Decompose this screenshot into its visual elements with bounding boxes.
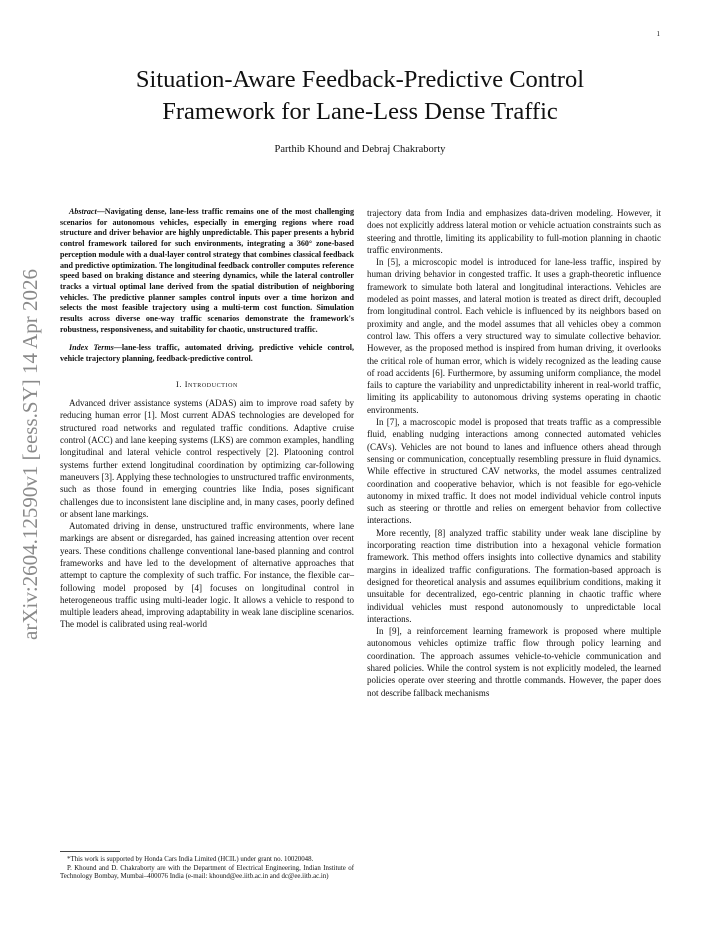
authors: Parthib Khound and Debraj Chakraborty [274, 144, 446, 155]
title-line-1: Situation-Aware Feedback-Predictive Control [135, 66, 585, 93]
right-column [367, 207, 661, 699]
abstract [60, 207, 354, 335]
footnotes [60, 856, 354, 882]
section-heading: I. Introduction [175, 379, 238, 389]
paragraph: trajectory data from India and emphasizes data-driven modeling. However, it does not explicitly address lateral motion or vehicle actuation constraints such as steering and throttle, limiting its applicability to full-motion planning in chaotic traffic environments. [367, 208, 661, 255]
paper-title [60, 64, 660, 128]
paragraph: In [9], a reinforcement learning framework is proposed where multiple autonomous vehicles optimize traffic flow through policy learning and coordination. The approach assumes vehicle-to-vehicle communication and shared policies. While the control system is not explicitly modeled, the learned policies operate over steering and throttle commands. However, the paper does not describe fallback mechanisms [367, 626, 661, 698]
abstract-text: —Navigating dense, lane-less traffic remains one of the most challenging scenarios for autonomous vehicles, especially in emerging regions where road structure and driver behavior are highly unpredictable. This paper presents a hybrid control framework tailored for such environments, integrating a 360° zone-based perception module with a dual-layer control strategy that combines classical feedback and predictive optimization. The longitudinal feedback controller computes reference speed based on braking distance and steering dynamics, while the lateral controller tracks a virtual optimal lane derived from the spatial distribution of neighboring vehicles. The predictive planner samples control inputs over a time horizon and selects the most feasible trajectory using a multi-term cost function. Simulation results across diverse one-way traffic scenarios demonstrate the framework's robustness, responsiveness, and suitability for chaotic, unstructured traffic. [60, 207, 354, 334]
index-terms-label: Index Terms [69, 343, 114, 353]
paragraph: In [7], a macroscopic model is proposed that treats traffic as a compressible fluid, enabling nudging interactions among connected automated vehicles (CAVs). Vehicles are not bound to lanes and influence others ahead through sensing or communication, conceptually resembling pressure in fluid dynamics. While effective in structured CAV networks, the model assumes centralized coordination and cooperative behavior, which is not feasible for ego-vehicle autonomy in mixed traffic. It does not model individual vehicle control inputs such as steering or throttle and relies on emergent behavior from collective interactions. [367, 417, 661, 526]
index-terms-text: —lane-less traffic, automated driving, predictive vehicle control, vehicle trajectory planning, feedback-predictive control. [60, 343, 354, 364]
left-column [60, 207, 354, 631]
paragraph: Advanced driver assistance systems (ADAS) aim to improve road safety by reducing human error [1]. Most current ADAS technologies are developed for structured road networks and regulated traffic conditions. Adaptive cruise control (ACC) and lane keeping systems (LKS) are common examples, handling longitudinal and lateral vehicle control respectively [2]. Platooning control systems further extend longitudinal coordination by optimizing car-following maneuvers [3]. Applying these technologies to unstructured traffic environments, such as those found in emerging countries like India, poses significant challenges due to inconsistent lane discipline and, in many cases, poorly defined or absent lane markings. [60, 398, 354, 519]
footnote: P. Khound and D. Chakraborty are with the Department of Electrical Engineering, Indian Institute of Technology Bombay, Mumbai–400076 India (e-mail: khound@ee.iitb.ac.in and dc@ee.iitb.ac.in) [60, 864, 354, 880]
paragraph: In [5], a microscopic model is introduced for lane-less traffic, inspired by human driving behavior in congested traffic. It uses a graph-theoretic influence framework to simulate both lateral and longitudinal interactions. Vehicles are modeled as point masses, and lateral motion is treated as direct drift, decoupled from longitudinal control. Each vehicle is influenced by its neighbors based on proximity and angle, and the model assumes that all vehicles obey a common control law. This offers a very structured way to simulate collective behavior. However, as the proposed method is inspired from human driving, it overlooks the critical role of human error, which is widely recognized as the leading cause of road accidents [6]. Furthermore, by assuming uniform compliance, the model fails to capture the variability and unpredictability inherent in real-world traffic, limiting its applicability to autonomous driving systems operating in chaotic environments. [367, 257, 661, 415]
abstract-label: Abstract [69, 207, 97, 216]
index-terms [60, 343, 354, 364]
footnote: *This work is supported by Honda Cars India Limited (HCIL) under grant no. 10020048. [67, 856, 314, 863]
title-line-2: Framework for Lane-Less Dense Traffic [162, 98, 558, 125]
page-number: 1 [656, 30, 660, 38]
footnote-rule [60, 851, 120, 852]
paragraph: More recently, [8] analyzed traffic stability under weak lane discipline by incorporating reaction time distribution into a hexagonal vehicle formation framework. This method offers insights into collective dynamics and stability margins in idealized traffic configurations. The formation-based approach is designed for theoretical analysis and assumes equilibrium conditions, making it unsuitable for decentralized, ego-centric planning in chaotic traffic where individual vehicles must respond autonomously to unpredictable local interactions. [367, 527, 661, 624]
arxiv-stamp [18, 245, 48, 665]
paragraph: Automated driving in dense, unstructured traffic environments, where lane markings are absent or disregarded, has gained increasing attention over recent years. These conditions challenge conventional lane-based planning and control frameworks and have led to the development of alternative approaches that attempt to capture the complexity of such traffic. For instance, the flexible car–following model proposed by [4] focuses on longitudinal control in heterogeneous traffic using multi-leader logic. It allows a vehicle to respond to multiple leaders ahead, improving adaptability in weak lane discipline scenarios. The model is calibrated using real-world [60, 521, 354, 630]
arxiv-stamp-text: arXiv:2604.12590v1 [eess.SY] 14 Apr 2026 [18, 269, 42, 640]
